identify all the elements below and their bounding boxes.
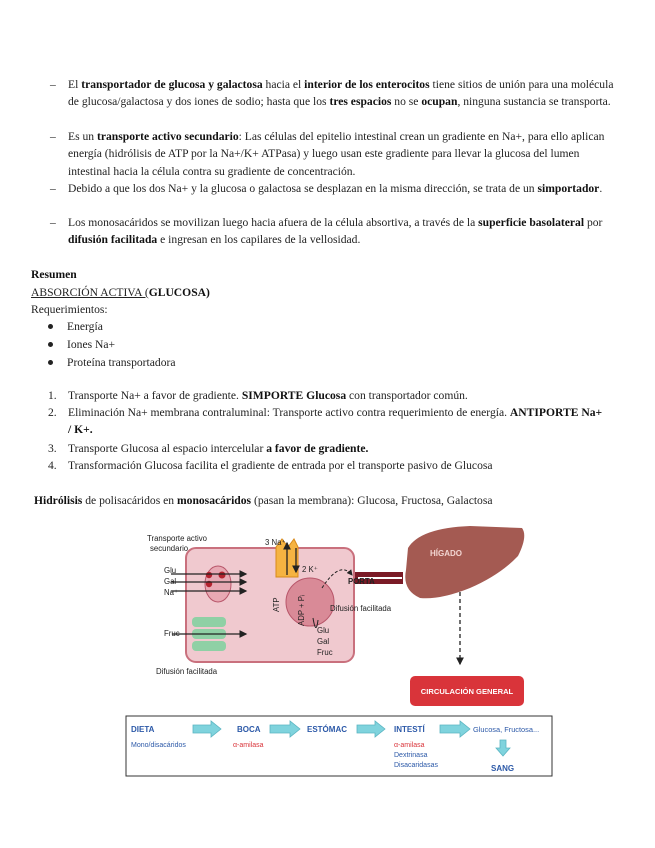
liver-shape <box>405 526 524 598</box>
intesti-sub-1: α-amilasa <box>394 742 425 749</box>
bullet-2: – Es un transporte activo secundario: Las células del epitelio intestinal crean un gradiente en Na+, para ello aplican energía (hidrólisis de ATP por la Na+/K+ ATPasa) y luego usan este gradiente para llevar la glucosa del lumen intestinal hacia la célula contra su gradiente de concentración. <box>38 128 618 180</box>
flow-dieta: DIETA <box>131 725 155 734</box>
flow-boca: BOCA <box>237 725 261 734</box>
label-transporte-activo: Transporte activo <box>147 534 207 543</box>
label-glu: Glu <box>164 566 177 575</box>
label-porta: PORTA <box>348 577 375 586</box>
label-circulacion: CIRCULACIÓN GENERAL <box>420 687 514 696</box>
flow-intesti: INTESTÍ <box>394 725 425 734</box>
bullet-1: – El transportador de glucosa y galactosa hacia el interior de los enterocitos tiene sitios de unión para una molécula de glucosa/galactosa y dos iones de sodio; hasta que los tres espacios no se ocupan, ninguna sustancia se transporta. <box>38 76 618 111</box>
resumen-subtitle: ABSORCIÓN ACTIVA (GLUCOSA) <box>31 286 210 299</box>
bullet-text: Es un transporte activo secundario: Las células del epitelio intestinal crean un gradiente en Na+, para ello aplican energía (hidrólisis de ATP por la Na+/K+ ATPasa) y luego usan este gradiente para llevar la glucosa del lumen intestinal hacia la célula contra su gradiente de concentración. <box>68 130 605 178</box>
hidrolisis-line: Hidrólisis de polisacáridos en monosacáridos (pasan la membrana): Glucosa, Fructosa, Galactosa <box>34 494 493 507</box>
step-1: 1. Transporte Na+ a favor de gradiente. SIMPORTE Glucosa con transportador común. <box>48 389 468 402</box>
requirement-item: Proteína transportadora <box>48 354 176 371</box>
bullet-4: – Los monosacáridos se movilizan luego hacia afuera de la célula absortiva, a través de la superficie basolateral por difusión facilitada e ingresan en los capilares de la vellosidad. <box>38 214 618 249</box>
bullet-text: Debido a que los dos Na+ y la glucosa o galactosa se desplazan en la misma dirección, se trata de un simportador. <box>68 182 603 195</box>
label-adp: ADP + Pᵢ <box>297 594 306 626</box>
dieta-sub: Mono/disacáridos <box>131 742 186 749</box>
step-3: 3. Transporte Glucosa al espacio intercelular a favor de gradiente. <box>48 442 369 455</box>
label-higado: HÍGADO <box>430 549 462 558</box>
label-2k: 2 K⁺ <box>302 565 318 574</box>
label-out-fruc: Fruc <box>317 648 333 657</box>
fructose-transporter <box>192 617 226 627</box>
label-na: Na⁺ <box>164 588 179 597</box>
bullet-3: – Debido a que los dos Na+ y la glucosa o galactosa se desplazan en la misma dirección, se trata de un simportador. <box>38 180 618 197</box>
boca-sub: α-amilasa <box>233 742 264 749</box>
requirement-item: Energía <box>48 318 103 335</box>
label-fruc: Fruc <box>164 629 180 638</box>
step-2: 2. Eliminación Na+ membrana contraluminal: Transporte activo contra requerimiento de energía. ANTIPORTE Na+ / K+. <box>48 406 603 437</box>
label-secundario: secundario <box>150 544 189 553</box>
intesti-sub-2: Dextrinasa <box>394 752 428 759</box>
requirement-item: Iones Na+ <box>48 336 115 353</box>
atpase-circle <box>286 578 334 626</box>
label-3na: 3 Na⁺ <box>265 538 286 547</box>
resumen-title: Resumen <box>31 268 77 281</box>
label-out-glu: Glu <box>317 626 330 635</box>
label-difusion-left: Difusión facilitada <box>156 667 218 676</box>
flow-estomac: ESTÓMAC <box>307 725 347 734</box>
bullet-text: El transportador de glucosa y galactosa hacia el interior de los enterocitos tiene sitios de unión para una molécula de glucosa/galactosa y dos iones de sodio; hasta que los tres espacios no se ocupan, ninguna sustancia se transporta. <box>68 78 614 109</box>
label-difusion-right: Difusión facilitada <box>330 604 392 613</box>
label-atp: ATP <box>272 597 281 612</box>
bullet-text: Los monosacáridos se movilizan luego hacia afuera de la célula absortiva, a través de la superficie basolateral por difusión facilitada e ingresan en los capilares de la vellosidad. <box>68 216 603 247</box>
step-4: 4. Transformación Glucosa facilita el gradiente de entrada por el transporte pasivo de Glucosa <box>48 459 493 472</box>
intesti-sub-3: Disacaridasas <box>394 762 438 769</box>
label-gal: Gal <box>164 577 177 586</box>
flow-sang: SANG <box>491 764 515 773</box>
label-out-gal: Gal <box>317 637 330 646</box>
flow-glucosa: Glucosa, Fructosa... <box>473 725 540 734</box>
requirements-label: Requerimientos: <box>31 303 108 316</box>
